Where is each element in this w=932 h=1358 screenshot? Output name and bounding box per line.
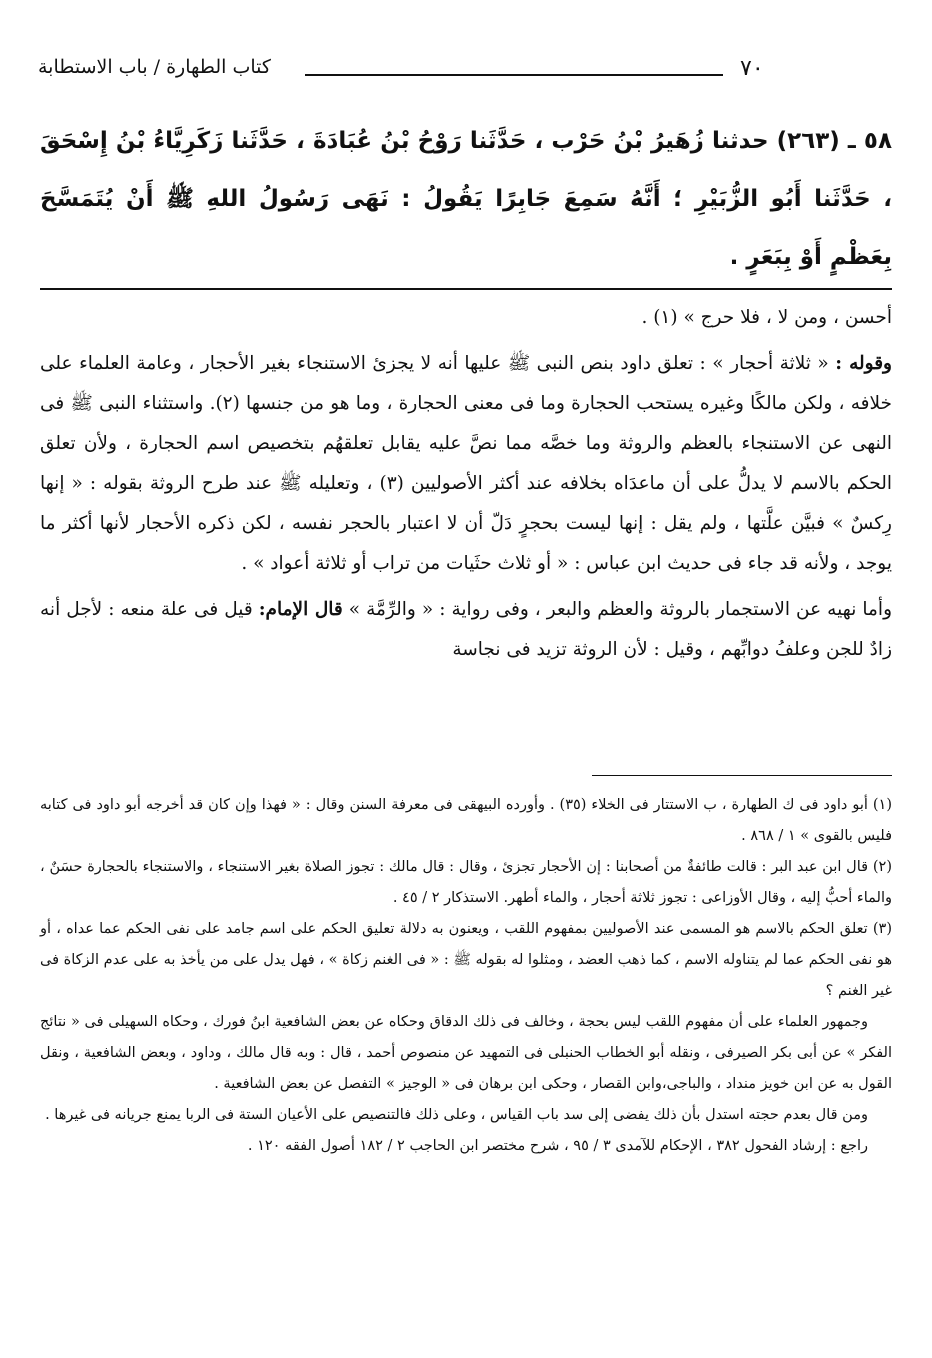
paragraph-text: « ثلاثة أحجار » : تعلق داود بنص النبى ﷺ عليها أنه لا يجزئ الاستنجاء بغير الأحجار ، وعامة العلماء على خلافه ، ولكن مالكًا وغيره يستحب الحجارة وما فى معنى الحجارة ، وما هو من جنسها (٢). واستثناء النبى ﷺ فى النهى عن الاستنجاء بالعظم والروثة وما خصَّه مما نصَّ عليه يقابل تعلقهُم بتخصيص اسم الحجارة ، ولأن تعلق الحكم بالاسم لا يدلُّ على أن ماعدَاه بخلافه عند أكثر الأصوليين (٣) ، وتعليله ﷺ عند طرح الروثة بقوله : « إنها رِكسٌ » فبيَّن علَّتها ، ولم يقل : إنها ليست بحجرٍ دَلّ أن لا اعتبار بالحجر نفسه ، لكن ذكره الأحجار لأنها أكثر ما يوجد ، ولأنه قد جاء فى حديث ابن عباس : « أو ثلاث حثَيات من تراب أو ثلاثة أعواد » .: [40, 353, 892, 574]
page-number: ٧٠: [740, 56, 764, 81]
paragraph-lead: قال الإمام:: [258, 599, 343, 620]
commentary-continued-line: أحسن ، ومن لا ، فلا حرج » (١) .: [641, 307, 892, 328]
hadith-text: ٥٨ ـ (٢٦٣) حدثنا زُهَيرُ بْنُ حَرْب ، حَدَّثَنا رَوْحُ بْنُ عُبَادَةَ ، حَدَّثَنا زَكَرِيَّاءُ بْنُ إِسْحَقَ ، حَدَّثَنا أَبُو الزُّبَيْرِ ؛ أَنَّهُ سَمِعَ جَابِرًا يَقُولُ : نَهَى رَسُولُ اللهِ ﷺ أَنْ يُتَمَسَّحَ بِعَظْمٍ أَوْ بِبَعَرٍ .: [40, 128, 892, 270]
footnote-paragraph: ومن قال بعدم حجته استدل بأن ذلك يفضى إلى سد باب القياس ، وعلى ذلك فالتنصيص على الأعيان الستة فى الربا يمنع جريانه فى غيرها .: [45, 1107, 868, 1123]
commentary: [40, 298, 892, 670]
paragraph-text: قيل فى علة منعه : لأجل أنه زادٌ للجن وعلفُ دوابِّهم ، وقيل : لأن الروثة تزيد فى نجاسة: [40, 599, 892, 660]
paragraph-text: وأما نهيه عن الاستجمار بالروثة والعظم والبعر ، وفى رواية : « والرِّمَّة »: [348, 599, 892, 620]
footnote: (١) أبو داود فى ك الطهارة ، ب الاستتار فى الخلاء (٣٥) . وأورده البيهقى فى معرفة السنن وقال : « فهذا وإن كان قد أخرجه أبو داود فى كتابه فليس بالقوى » ١ / ٨٦٨ .: [40, 797, 892, 844]
footnote-paragraph: وجمهور العلماء على أن مفهوم اللقب ليس بحجة ، وخالف فى ذلك الدقاق وحكاه عن بعض الشافعية ابنُ فورك ، وحكاه السهيلى فى « نتائج الفكر » عن أبى بكر الصيرفى ، ونقله أبو الخطاب الحنبلى فى التمهيد عن منصوص أحمد ، قال : وبه قال مالك ، وداود ، وبعض الشافعية ، ونقل القول به عن ابن خويز منداد ، والباجى،وابن القصار ، وحكى ابن برهان فى « الوجيز » التفصل عن بعض الشافعية .: [40, 1014, 892, 1092]
running-title: كتاب الطهارة / باب الاستطابة: [38, 56, 271, 78]
footnote: (٢) قال ابن عبد البر : قالت طائفةٌ من أصحابنا : إن الأحجار تجزئ ، وقال : قال مالك : تجوز الصلاة بغير الاستنجاء ، والاستنجاء بالحجارة حسَنٌ ، والماء أحبُّ إليه ، وقال الأوزاعى : تجوز ثلاثة أحجار ، والماء أطهر. الاستذكار ٢ / ٤٥ .: [40, 859, 892, 906]
paragraph-lead: وقوله :: [835, 353, 892, 374]
commentary-paragraph: [40, 344, 892, 584]
footnotes: [40, 790, 892, 1162]
text-divider: [40, 288, 892, 290]
commentary-paragraph: [40, 590, 892, 670]
header-rule: [305, 74, 723, 76]
footnote-divider: [592, 775, 892, 776]
footnote: (٣) تعلق الحكم بالاسم هو المسمى عند الأصوليين بمفهوم اللقب ، ويعنون به دلالة تعليق الحكم على اسم جامد على نفى الحكم عما عداه ، أو هو نفى الحكم عما لم يتناوله الاسم ، كما ذهب العضد ، ومثلوا له بقوله ﷺ : « فى الغنم زكاة » ، فهل يدل على من يأخذ به على عدم الزكاة فى غير الغنم ؟: [40, 921, 892, 999]
footnote-paragraph: راجع : إرشاد الفحول ٣٨٢ ، الإحكام للآمدى ٣ / ٩٥ ، شرح مختصر ابن الحاجب ٢ / ١٨٢ أصول الفقه ١٢٠ .: [247, 1138, 868, 1154]
